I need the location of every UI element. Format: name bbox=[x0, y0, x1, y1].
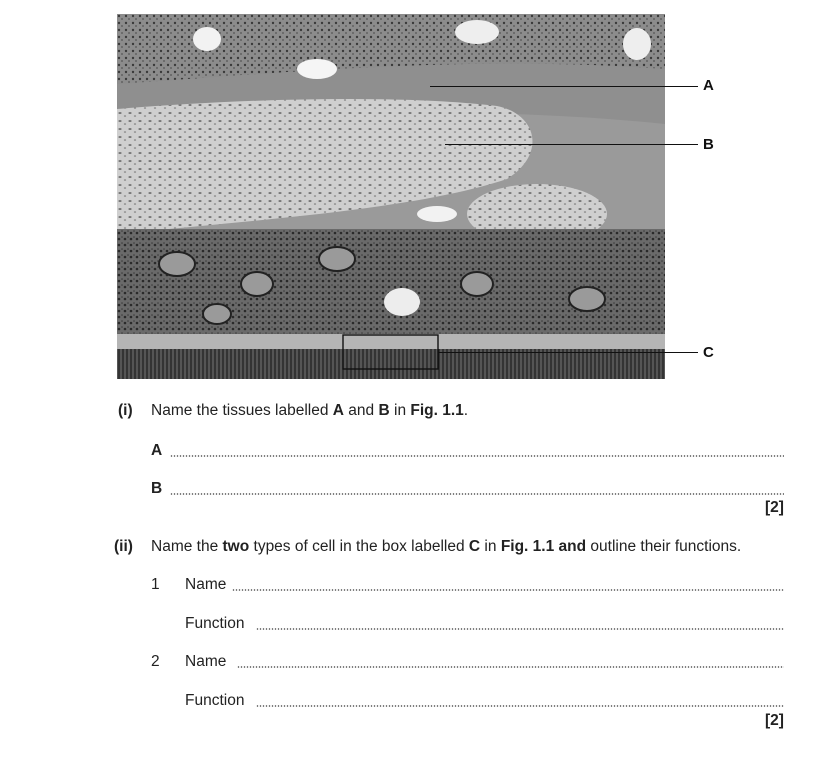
callout-c: C bbox=[703, 344, 714, 361]
leader-line-c bbox=[438, 352, 698, 353]
item-2-name-line[interactable] bbox=[237, 666, 784, 668]
item-2-function-label: Function bbox=[185, 692, 245, 709]
part-ii-marks: [2] bbox=[765, 712, 784, 729]
answer-b-line[interactable] bbox=[170, 493, 784, 495]
micrograph-image bbox=[117, 14, 665, 379]
part-i-number: (i) bbox=[118, 402, 133, 419]
item-1-function-label: Function bbox=[185, 615, 245, 632]
leader-line-b bbox=[445, 144, 698, 145]
part-i-prompt: Name the tissues labelled A and B in Fig. 1.1. bbox=[151, 402, 469, 419]
answer-a-line[interactable] bbox=[170, 455, 784, 457]
part-ii-prompt: Name the two types of cell in the box labelled C in Fig. 1.1 and outline their functions. bbox=[151, 538, 742, 555]
item-1-name-label: Name bbox=[185, 576, 227, 593]
item-2-name-label: Name bbox=[185, 653, 227, 670]
item-2-number: 2 bbox=[151, 653, 160, 670]
item-1-function-line[interactable] bbox=[256, 628, 784, 630]
answer-b-label: B bbox=[151, 480, 163, 497]
leader-line-a bbox=[430, 86, 698, 87]
callout-b: B bbox=[703, 136, 714, 153]
item-2-function-line[interactable] bbox=[256, 705, 784, 707]
answer-a-label: A bbox=[151, 442, 163, 459]
callout-a: A bbox=[703, 77, 714, 94]
item-1-name-line[interactable] bbox=[232, 589, 784, 591]
part-i-marks: [2] bbox=[765, 499, 784, 516]
part-ii-number: (ii) bbox=[114, 538, 133, 555]
item-1-number: 1 bbox=[151, 576, 160, 593]
